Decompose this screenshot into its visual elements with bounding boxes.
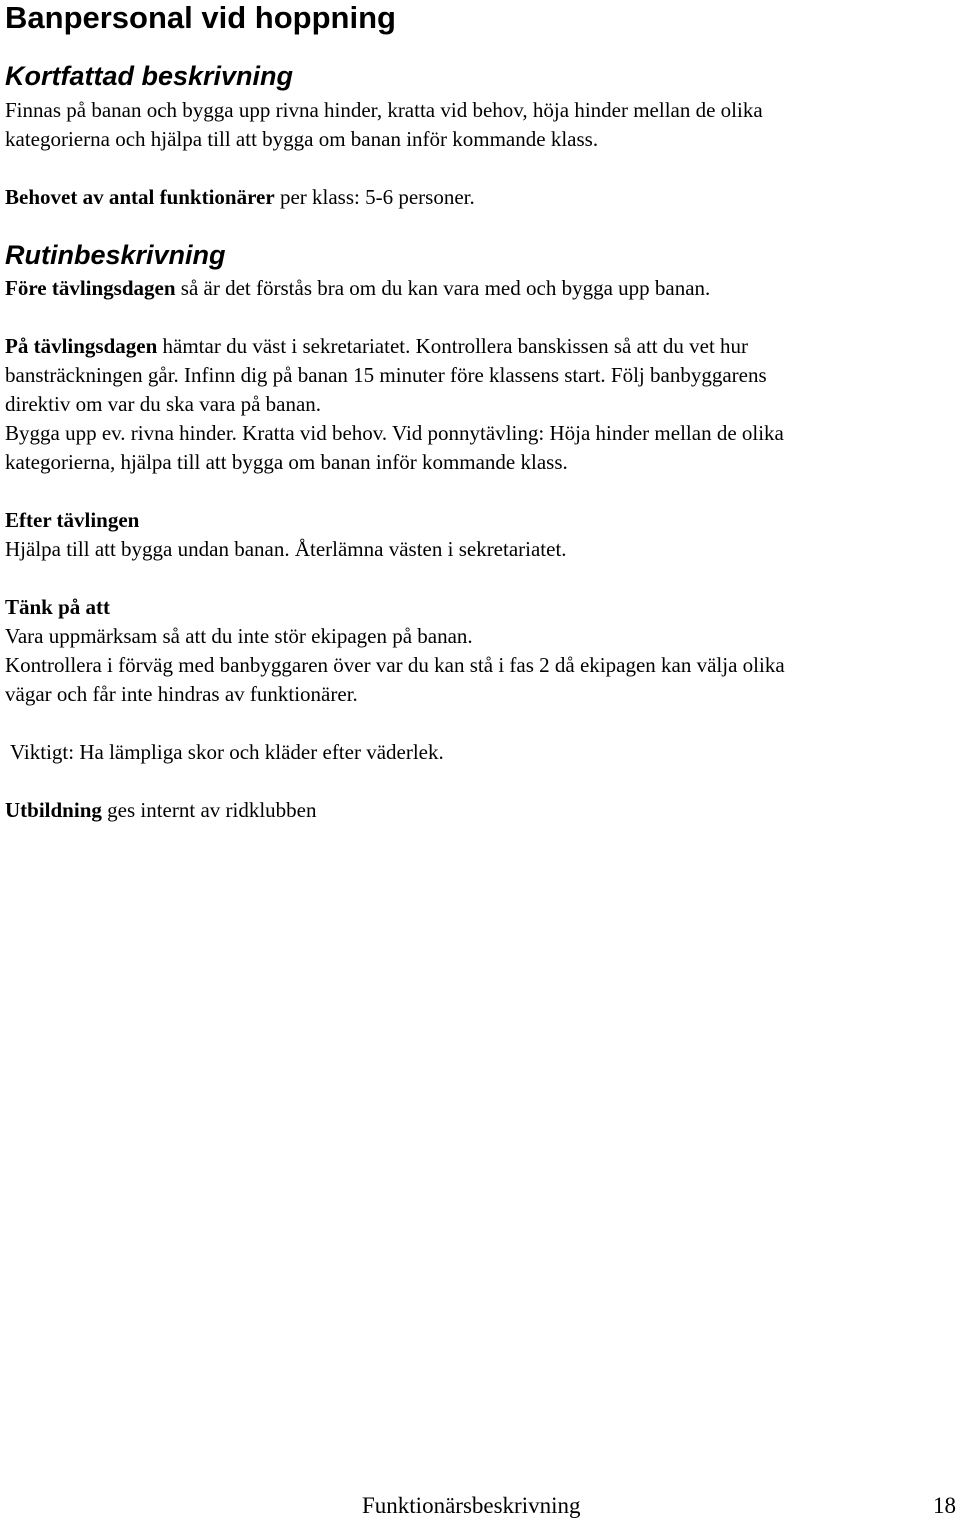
onday-paragraph [5, 332, 955, 477]
after-heading: Efter tävlingen [5, 508, 140, 532]
onday-label: På tävlingsdagen [5, 334, 158, 358]
spacer [5, 767, 955, 796]
after-text: Hjälpa till att bygga undan banan. Återlämna västen i sekretariatet. [5, 537, 567, 561]
think-heading: Tänk på att [5, 595, 111, 619]
staffing-paragraph [5, 183, 955, 212]
staffing-label: Behovet av antal funktionärer [5, 185, 275, 209]
spacer [5, 477, 955, 506]
text-line: kategorierna och hjälpa till att bygga om banan inför kommande klass. [5, 127, 599, 151]
before-paragraph [5, 274, 955, 303]
training-text: ges internt av ridklubben [101, 798, 317, 822]
page-footer [0, 1491, 960, 1521]
text-line: Kontrollera i förväg med banbyggaren över var du kan stå i fas 2 då ekipagen kan välja olika [5, 653, 785, 677]
text-line: direktiv om var du ska vara på banan. [5, 392, 322, 416]
onday-text: hämtar du väst i sekretariatet. Kontrollera banskissen så att du vet hur [157, 334, 749, 358]
spacer [5, 303, 955, 332]
spacer [5, 212, 955, 239]
footer-title: Funktionärsbeskrivning [362, 1493, 581, 1518]
important-note: Viktigt: Ha lämpliga skor och kläder efter väderlek. [10, 740, 444, 764]
spacer [5, 564, 955, 593]
section-heading-routine: Rutinbeskrivning [5, 240, 226, 270]
short-description-text [5, 96, 955, 154]
text-line [5, 332, 955, 361]
think-text [5, 622, 955, 709]
spacer [5, 154, 955, 183]
before-label: Före tävlingsdagen [5, 276, 176, 300]
text-line: Vara uppmärksam så att du inte stör ekipagen på banan. [5, 624, 473, 648]
staffing-text: per klass: 5-6 personer. [274, 185, 475, 209]
document-page [5, 0, 955, 825]
section-heading-short-description: Kortfattad beskrivning [5, 61, 294, 91]
training-label: Utbildning [5, 798, 102, 822]
document-title: Banpersonal vid hoppning [5, 0, 396, 35]
text-line: Bygga upp ev. rivna hinder. Kratta vid behov. Vid ponnytävling: Höja hinder mellan de olika [5, 421, 784, 445]
text-line: kategorierna, hjälpa till att bygga om banan inför kommande klass. [5, 450, 568, 474]
spacer [5, 709, 955, 738]
text-line: Finnas på banan och bygga upp rivna hinder, kratta vid behov, höja hinder mellan de olika [5, 98, 763, 122]
before-text: så är det förstås bra om du kan vara med och bygga upp banan. [175, 276, 711, 300]
page-number: 18 [933, 1493, 956, 1518]
spacer [5, 36, 955, 60]
training-paragraph [5, 796, 955, 825]
text-line: bansträckningen går. Infinn dig på banan 15 minuter före klassens start. Följ banbyggarens [5, 363, 767, 387]
text-line: vägar och får inte hindras av funktionärer. [5, 682, 358, 706]
